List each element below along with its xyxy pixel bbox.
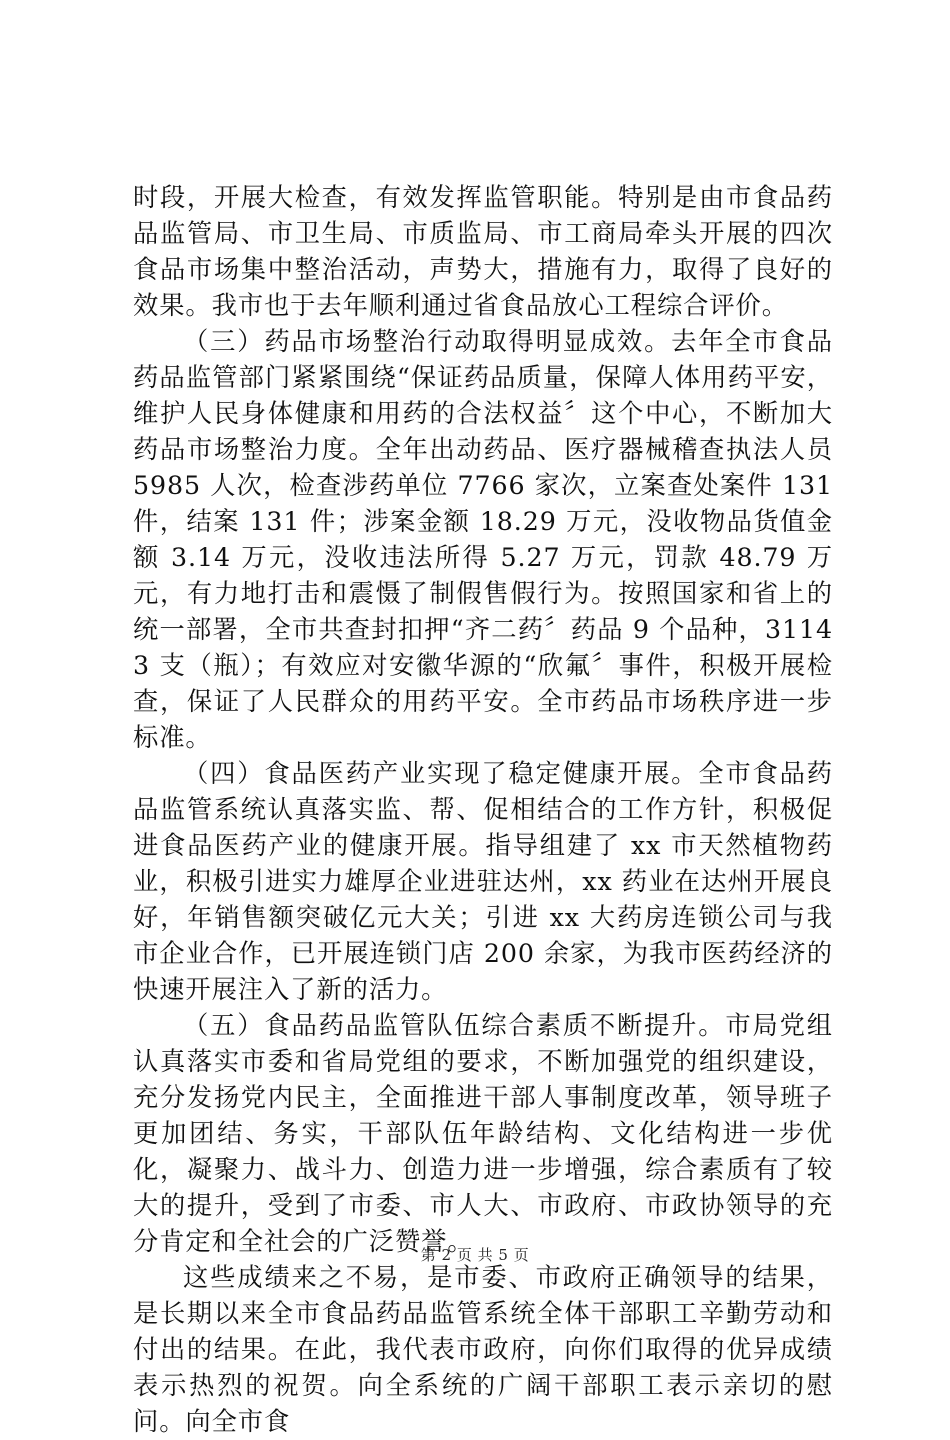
paragraph-continuation: 时段，开展大检查，有效发挥监管职能。特别是由市食品药品监管局、市卫生局、市质监局、市工商局牵头开展的四次食品市场集中整治活动，声势大，措施有力，取得了良好的效果。我市也于去年顺利通过省食品放心工程综合评价。: [133, 183, 833, 320]
paragraph-section-five: （五）食品药品监管队伍综合素质不断提升。市局党组认真落实市委和省局党组的要求，不断加强党的组织建设，充分发扬党内民主，全面推进干部人事制度改革，领导班子更加团结、务实，干部队伍年龄结构、文化结构进一步优化，凝聚力、战斗力、创造力进一步增强，综合素质有了较大的提升，受到了市委、市人大、市政府、市政协领导的充分肯定和全社会的广泛赞誉。: [133, 1011, 833, 1256]
page-number-footer: 第 2 页 共 5 页: [420, 1246, 530, 1264]
paragraph-section-four: （四）食品医药产业实现了稳定健康开展。全市食品药品监管系统认真落实监、帮、促相结合的工作方针，积极促进食品医药产业的健康开展。指导组建了 xx 市天然植物药业，积极引进实力雄厚企业进驻达州，xx 药业在达州开展良好，年销售额突破亿元大关；引进 xx 大药房连锁公司与我市企业合作，已开展连锁门店 200 余家，为我市医药经济的快速开展注入了新的活力。: [133, 759, 833, 1004]
paragraph-closing: 这些成绩来之不易，是市委、市政府正确领导的结果，是长期以来全市食品药品监管系统全体干部职工辛勤劳动和付出的结果。在此，我代表市政府，向你们取得的优异成绩表示热烈的祝贺。向全系统的广阔干部职工表示亲切的慰问。向全市食: [133, 1263, 833, 1436]
paragraph-section-three: （三）药品市场整治行动取得明显成效。去年全市食品药品监管部门紧紧围绕“保证药品质量，保障人体用药平安，维护人民身体健康和用药的合法权益〞这个中心，不断加大药品市场整治力度。全年出动药品、医疗器械稽查执法人员 5985 人次，检查涉药单位 7766 家次，立案查处案件 131 件，结案 131 件；涉案金额 18.29 万元，没收物品货值金额 3.14 万元，没收违法所得 5.27 万元，罚款 48.79 万元，有力地打击和震慑了制假售假行为。按照国家和省上的统一部署，全市共查封扣押“齐二药〞药品 9 个品种，31143 支（瓶）；有效应对安徽华源的“欣氟〞事件，积极开展检查，保证了人民群众的用药平安。全市药品市场秩序进一步标准。: [133, 327, 833, 752]
